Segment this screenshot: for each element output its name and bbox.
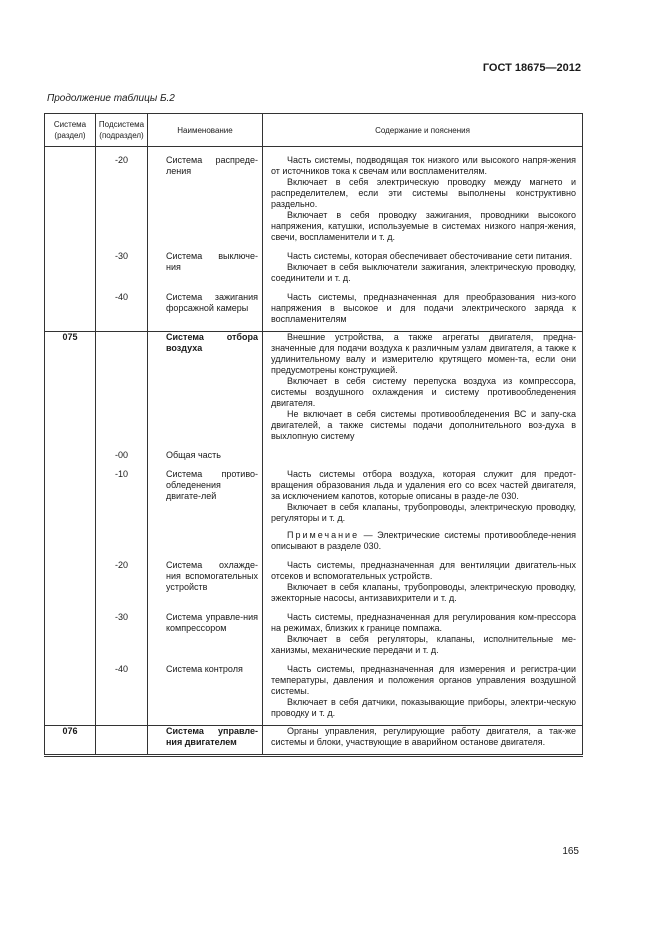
name-cell: Система противо-обледенения двигате-лей <box>148 467 263 558</box>
description-paragraph: Включает в себя проводку зажигания, проводники высокого напряжения, катушки, используемые в системах низкого напря-жения, свечи, воспламенители и т. д. <box>271 210 576 242</box>
name-cell: Система охлажде-ния вспомогательных устройств <box>148 558 263 610</box>
table-row <box>45 249 583 290</box>
subsystem-code-cell: -00 <box>96 448 148 467</box>
description-cell <box>263 448 583 467</box>
note-label: Примечание <box>287 530 360 540</box>
description-paragraph: Часть системы, предназначенная для преобразования низ-кого напряжения в высокое и для подачи электрического заряда к воспламенителям <box>271 292 576 324</box>
description-paragraph: Часть системы отбора воздуха, которая служит для предот-вращения образования льда и удаления его со всех частей двигателя, за исключением капотов, которые описаны в разде-ле 030. <box>271 469 576 501</box>
system-code-cell <box>45 249 96 290</box>
table-row <box>45 448 583 467</box>
systems-table <box>44 113 583 757</box>
description-cell <box>263 249 583 290</box>
table-row <box>45 290 583 332</box>
description-paragraph: Не включает в себя системы противообледенения ВС и запу-ска двигателей, а также системы подачи дополнительного воз-духа в выхлопную систему <box>271 409 576 441</box>
description-cell <box>263 558 583 610</box>
description-paragraph: Часть системы, которая обеспечивает обесточивание сети питания. <box>287 251 573 261</box>
description-paragraph: Часть системы, предназначенная для измерения и регистра-ции температуры, давления и положения органов управления воздушной системы. <box>271 664 576 696</box>
subsystem-code-cell: -20 <box>96 558 148 610</box>
column-header-name: Наименование <box>148 114 263 147</box>
name-cell: Система управле-ния двигателем <box>148 726 263 756</box>
system-code-cell <box>45 448 96 467</box>
subsystem-code-cell <box>96 332 148 449</box>
description-cell <box>263 290 583 332</box>
description-paragraph: Включает в себя регуляторы, клапаны, исполнительные ме-ханизмы, механические передачи и т. д. <box>271 634 576 655</box>
table-row <box>45 153 583 249</box>
description-paragraph: Часть системы, подводящая ток низкого или высокого напря-жения от источников тока к свечам или воспламенителям. <box>271 155 576 176</box>
subsystem-code-cell: -40 <box>96 662 148 726</box>
system-code-cell <box>45 290 96 332</box>
subsystem-code-cell: -40 <box>96 290 148 332</box>
table-row <box>45 610 583 662</box>
subsystem-code-cell: -10 <box>96 467 148 558</box>
system-code-cell <box>45 153 96 249</box>
description-cell <box>263 153 583 249</box>
name-cell: Система распреде-ления <box>148 153 263 249</box>
description-paragraph: Включает в себя клапаны, трубопроводы, электрическую проводку, эжекторные насосы, антизавихрители и т. д. <box>271 582 576 603</box>
table-continuation-caption: Продолжение таблицы Б.2 <box>47 93 175 104</box>
name-cell: Система зажигания форсажной камеры <box>148 290 263 332</box>
description-paragraph: Включает в себя систему перепуска воздуха из компрессора, системы воздушного охлаждения и систему противообледенения двигателя. <box>271 376 576 408</box>
description-cell <box>263 726 583 756</box>
table-row <box>45 558 583 610</box>
description-paragraph: Органы управления, регулирующие работу двигателя, а так-же системы и блоки, участвующие в аварийном останове двигателя. <box>271 726 576 747</box>
name-cell: Система выключе-ния <box>148 249 263 290</box>
name-cell: Система отбора воздуха <box>148 332 263 449</box>
name-cell: Система контроля <box>148 662 263 726</box>
description-cell <box>263 467 583 558</box>
table-row <box>45 467 583 558</box>
name-cell: Система управле-ния компрессором <box>148 610 263 662</box>
system-code-cell <box>45 610 96 662</box>
description-paragraph: Включает в себя клапаны, трубопроводы, электрическую проводку, регуляторы и т. д. <box>271 502 576 523</box>
subsystem-code-cell: -30 <box>96 610 148 662</box>
column-header-description: Содержание и пояснения <box>263 114 583 147</box>
description-paragraph: Внешние устройства, а также агрегаты двигателя, предна-значенные для подачи воздуха к различным узлам двигателя, а также к удлинительному валу и измерителю крутящего момен-та, если они предусмотрены конструкцией. <box>271 332 576 375</box>
document-standard-header: ГОСТ 18675—2012 <box>482 62 581 74</box>
system-code-cell: 076 <box>45 726 96 756</box>
system-code-cell <box>45 558 96 610</box>
table-row <box>45 662 583 726</box>
column-header-system: Система (раздел) <box>45 114 96 147</box>
note-paragraph <box>271 530 576 552</box>
table-row <box>45 726 583 756</box>
column-header-subsystem: Подсистема (подраздел) <box>96 114 148 147</box>
system-code-cell <box>45 467 96 558</box>
system-code-cell: 075 <box>45 332 96 449</box>
description-cell <box>263 662 583 726</box>
description-cell <box>263 332 583 449</box>
description-cell <box>263 610 583 662</box>
system-code-cell <box>45 662 96 726</box>
table-row <box>45 332 583 449</box>
description-paragraph: Включает в себя электрическую проводку между магнето и распределителем, если эти системы выполнены конструктивно раздельно. <box>271 177 576 209</box>
subsystem-code-cell: -30 <box>96 249 148 290</box>
subsystem-code-cell <box>96 726 148 756</box>
note-text: — Электрические системы противообледе-нения описывают в разделе 030. <box>271 530 576 551</box>
name-cell: Общая часть <box>148 448 263 467</box>
description-paragraph: Включает в себя выключатели зажигания, электрическую проводку, соединители и т. д. <box>271 262 576 283</box>
description-paragraph: Часть системы, предназначенная для вентиляции двигатель-ных отсеков и вспомогательных устройств. <box>271 560 576 581</box>
systems-table-container <box>44 113 582 757</box>
page-number: 165 <box>562 846 579 857</box>
table-header-row <box>45 114 583 147</box>
description-paragraph: Включает в себя датчики, показывающие приборы, электри-ческую проводку и т. д. <box>271 697 576 718</box>
description-paragraph: Часть системы, предназначенная для регулирования ком-прессора на режимах, близких к границе помпажа. <box>271 612 576 633</box>
subsystem-code-cell: -20 <box>96 153 148 249</box>
